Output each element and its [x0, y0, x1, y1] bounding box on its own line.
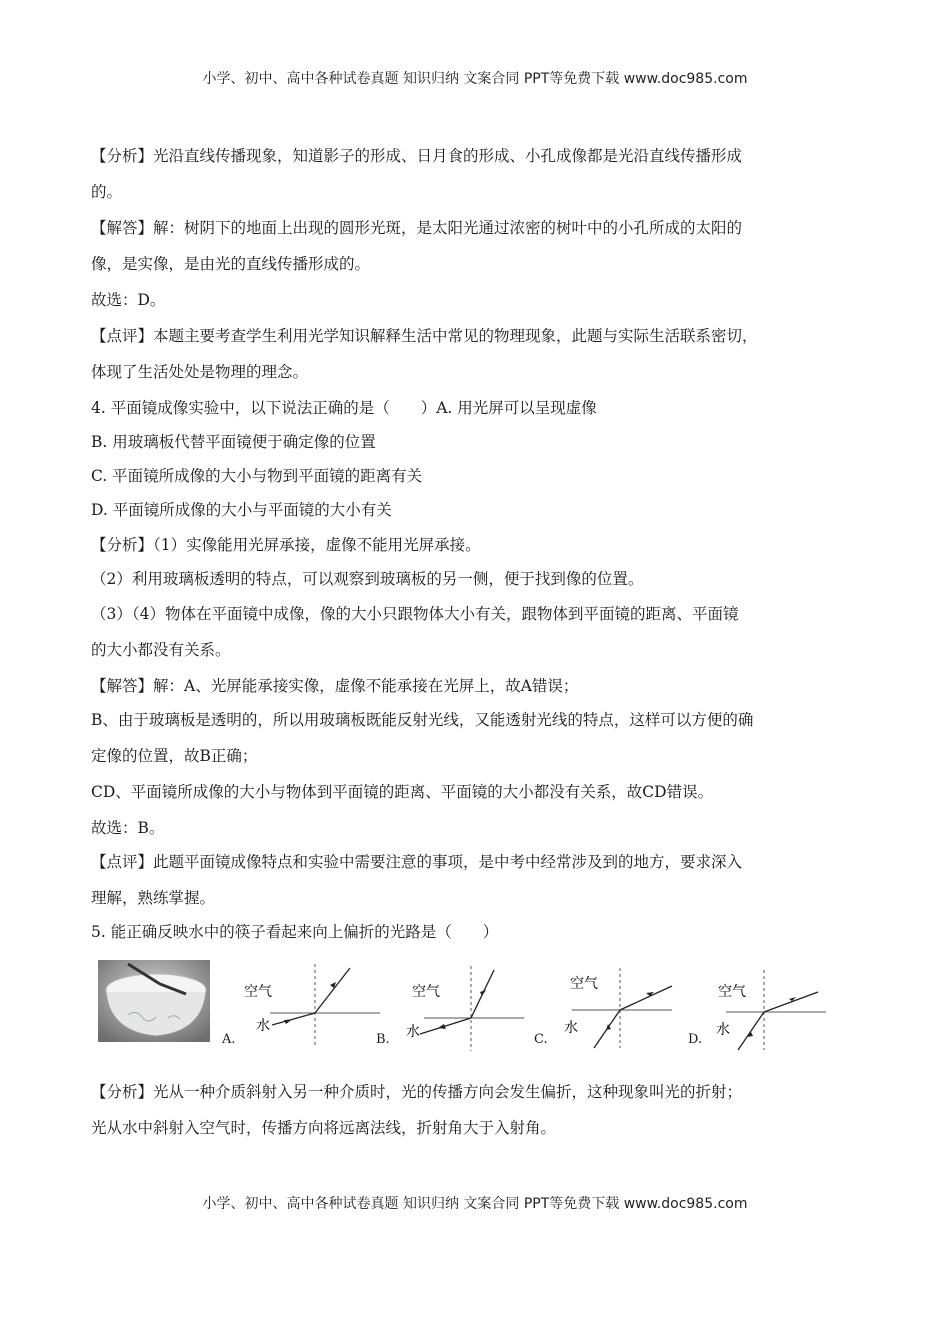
option-b: B. 用玻璃板代替平面镜便于确定像的位置: [91, 433, 376, 451]
text-line: 故选：D。: [91, 291, 166, 309]
text-line: 【分析】光沿直线传播现象，知道影子的形成、日月食的形成、小孔成像都是光沿直线传播形成: [91, 147, 743, 165]
water-label: 水: [406, 1024, 420, 1040]
text-line: 理解，熟练掌握。: [91, 889, 216, 907]
text-line: 【解答】解：A、光屏能承接实像，虚像不能承接在光屏上，故A错误；: [91, 677, 579, 695]
text-line: 体现了生活处处是物理的理念。: [91, 363, 309, 381]
text-line: 【分析】光从一种介质斜射入另一种介质时，光的传播方向会发生偏折，这种现象叫光的折射；: [91, 1083, 743, 1101]
text-line: 像，是实像，是由光的直线传播形成的。: [91, 255, 371, 273]
text-line: （3）（4）物体在平面镜中成像，像的大小只跟物体大小有关，跟物体到平面镜的距离、平面镜: [91, 605, 739, 623]
question-5-figures: [98, 956, 838, 1056]
question-4: 4. 平面镜成像实验中，以下说法正确的是（ ）A. 用光屏可以呈现虚像: [91, 399, 597, 417]
air-label: 空气: [718, 984, 746, 1000]
diagram-b: [376, 956, 536, 1056]
page-header: 小学、初中、高中各种试卷真题 知识归纳 文案合同 PPT等免费下载 www.doc985.com: [202, 71, 748, 87]
diagram-c: [532, 956, 692, 1056]
option-d: D. 平面镜所成像的大小与平面镜的大小有关: [91, 501, 392, 519]
option-a-label: A.: [222, 1032, 236, 1047]
option-c: C. 平面镜所成像的大小与物到平面镜的距离有关: [91, 467, 423, 485]
bowl-photo: [98, 960, 210, 1042]
option-b-label: B.: [376, 1032, 390, 1047]
text-line: B、由于玻璃板是透明的，所以用玻璃板既能反射光线，又能透射光线的特点，这样可以方便的确: [91, 711, 754, 729]
text-line: 定像的位置，故B正确；: [91, 747, 258, 765]
text-line: 【分析】（1）实像能用光屏承接，虚像不能用光屏承接。: [91, 536, 481, 554]
text-line: 【解答】解：树阴下的地面上出现的圆形光斑，是太阳光通过浓密的树叶中的小孔所成的太阳的: [91, 219, 743, 237]
text-line: 的。: [91, 183, 123, 201]
text-line: （2）利用玻璃板透明的特点，可以观察到玻璃板的另一侧，便于找到像的位置。: [91, 570, 644, 588]
option-c-label: C.: [534, 1032, 548, 1047]
text-line: 的大小都没有关系。: [91, 641, 231, 659]
water-label: 水: [564, 1020, 578, 1036]
air-label: 空气: [412, 984, 440, 1000]
diagram-d: [686, 956, 838, 1056]
page-footer: 小学、初中、高中各种试卷真题 知识归纳 文案合同 PPT等免费下载 www.doc985.com: [202, 1196, 748, 1212]
water-label: 水: [256, 1018, 270, 1034]
diagram-a: [220, 956, 380, 1056]
question-5: 5. 能正确反映水中的筷子看起来向上偏折的光路是（ ）: [91, 923, 499, 941]
text-line: 故选：B。: [91, 819, 165, 837]
text-line: 光从水中斜射入空气时，传播方向将远离法线，折射角大于入射角。: [91, 1119, 557, 1137]
text-line: 【点评】此题平面镜成像特点和实验中需要注意的事项，是中考中经常涉及到的地方，要求深入: [91, 853, 743, 871]
air-label: 空气: [244, 984, 272, 1000]
air-label: 空气: [570, 976, 598, 992]
text-line: 【点评】本题主要考查学生利用光学知识解释生活中常见的物理现象，此题与实际生活联系密切，: [91, 327, 758, 345]
text-line: CD、平面镜所成像的大小与物体到平面镜的距离、平面镜的大小都没有关系，故CD错误。: [91, 783, 714, 801]
option-d-label: D.: [688, 1032, 703, 1047]
water-label: 水: [716, 1022, 730, 1038]
